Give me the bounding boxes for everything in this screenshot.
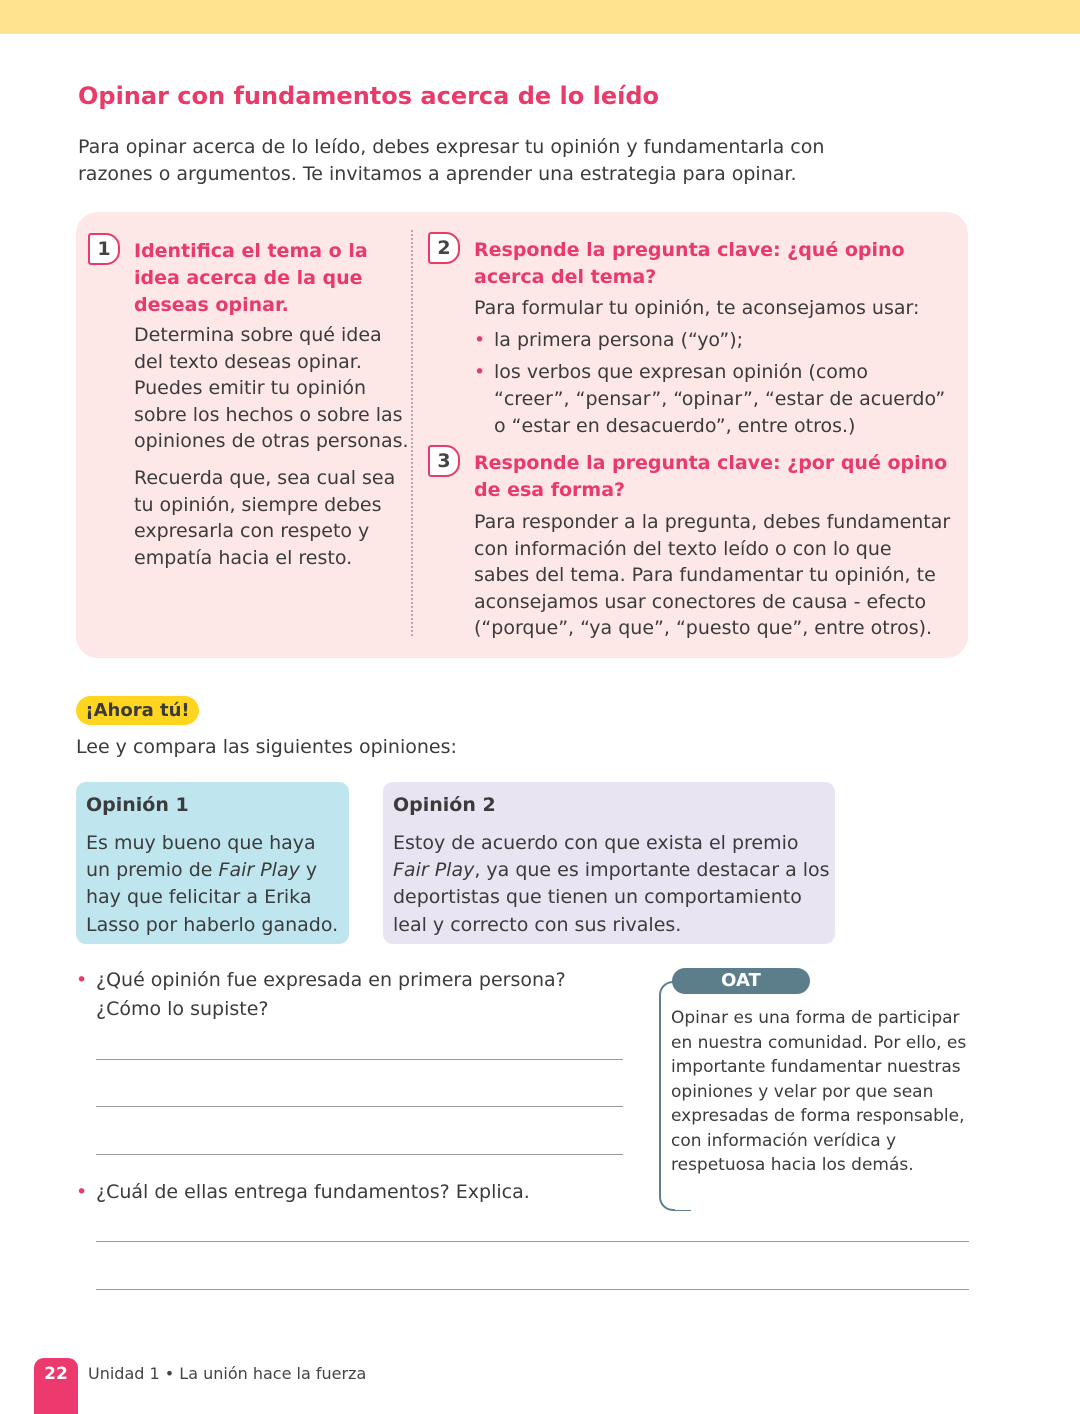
opinion-2-title: Opinión 2 [393,794,496,816]
step-3-text: Para responder a la pregunta, debes fundamentar con información del texto leído o con lo que sabes del tema. Para fundamentar tu opinión, te aconsejamos usar conectores de causa - efecto (“porque”, “ya que”, “puesto que”, entre otros). [474,511,951,639]
answer-line[interactable] [96,1106,623,1107]
step-3-heading: Responde la pregunta clave: ¿por qué opino de esa forma? [474,452,948,501]
instruction-text: Lee y compara las siguientes opiniones: [76,736,457,758]
answer-line[interactable] [96,1059,623,1060]
step-2-bullet: • los verbos que expresan opinión (como “creer”, “pensar”, “opinar”, “estar de acuerdo” o “estar en desacuerdo”, entre otros.) [474,359,949,440]
ahora-tu-badge: ¡Ahora tú! [76,696,199,725]
opinion-2-card [383,782,835,944]
page-title: Opinar con fundamentos acerca de lo leído [78,82,659,110]
opinion-1-text: Es muy bueno que haya un premio de Fair Play y hay que felicitar a Erika Lasso por haberlo ganado. [86,832,339,936]
step-2-text: Para formular tu opinión, te aconsejamos usar: [474,297,920,319]
answer-line[interactable] [96,1289,969,1290]
footer-unit-text: Unidad 1 • La unión hace la fuerza [88,1364,367,1383]
answer-line[interactable] [96,1241,969,1242]
opinion-1-title: Opinión 1 [86,794,189,816]
oat-text: Opinar es una forma de participar en nuestra comunidad. Por ello, es importante fundamentar nuestras opiniones y velar por que sean expresadas de forma responsable, con información verídica y respetuosa hacia los demás. [671,1008,967,1175]
step-2-bullet: • la primera persona (“yo”); [474,327,949,354]
top-color-band [0,0,1080,34]
step-3-number: 3 [428,445,460,477]
opinion-1-card [76,782,349,944]
step-1-paragraph-2: Recuerda que, sea cual sea tu opinión, siempre debes expresarla con respeto y empatía hacia el resto. [134,467,396,569]
step-1-heading: Identifica el tema o la idea acerca de la que deseas opinar. [134,240,368,316]
question-1: • ¿Qué opinión fue expresada en primera persona? ¿Cómo lo supiste? [76,969,566,1020]
step-1-number: 1 [88,233,120,265]
step-1-paragraph-1: Determina sobre qué idea del texto deseas opinar. Puedes emitir tu opinión sobre los hechos o sobre las opiniones de otras personas. [134,324,409,452]
opinion-2-text: Estoy de acuerdo con que exista el premio Fair Play, ya que es importante destacar a los deportistas que tienen un comportamiento leal y correcto con sus rivales. [393,832,830,936]
intro-paragraph: Para opinar acerca de lo leído, debes expresar tu opinión y fundamentarla con razones o argumentos. Te invitamos a aprender una estrategia para opinar. [78,136,825,185]
page-number: 22 [34,1358,78,1414]
question-2: • ¿Cuál de ellas entrega fundamentos? Explica. [76,1181,530,1203]
step-2-number: 2 [428,232,460,264]
oat-label: OAT [672,968,810,994]
step-2-bullets [474,327,949,445]
answer-line[interactable] [96,1154,623,1155]
step-2-heading: Responde la pregunta clave: ¿qué opino acerca del tema? [474,239,905,288]
